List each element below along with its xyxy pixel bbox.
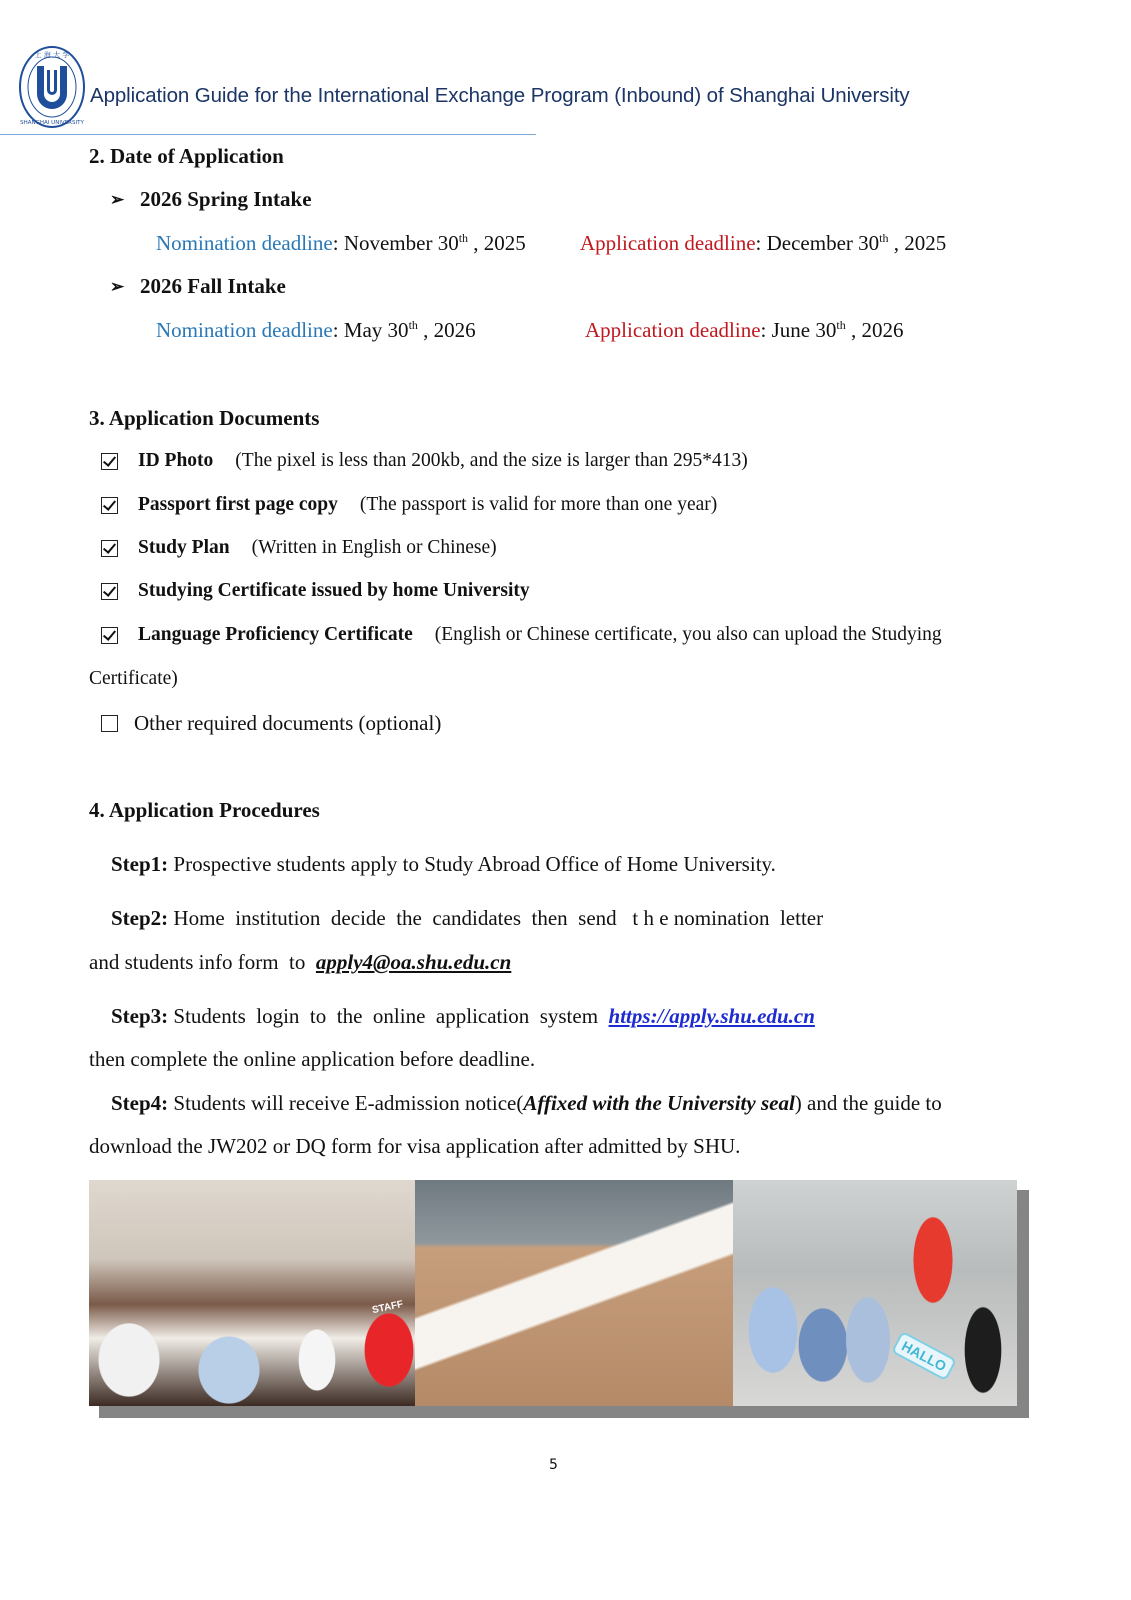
svg-text:SHANGHAI UNIVERSITY: SHANGHAI UNIVERSITY bbox=[20, 120, 84, 126]
step-text: Home institution decide the candidates then send t h e nomination letter bbox=[168, 906, 824, 930]
step-text: Students login to the online application system bbox=[168, 1004, 609, 1028]
intake-title: 2026 Spring Intake bbox=[140, 187, 312, 211]
step-text: Prospective students apply to Study Abroad Office of Home University. bbox=[168, 852, 776, 876]
document-item-other bbox=[101, 711, 441, 736]
classroom-photo bbox=[89, 1180, 415, 1406]
email-link[interactable]: apply4@oa.shu.edu.cn bbox=[315, 950, 512, 974]
date-suffix: th bbox=[408, 318, 418, 332]
nomination-year: , 2025 bbox=[468, 231, 526, 255]
intake-title: 2026 Fall Intake bbox=[140, 274, 286, 298]
arrow-bullet-icon: ➢ bbox=[110, 276, 125, 296]
document-note: (Written in English or Chinese) bbox=[251, 537, 497, 558]
document-name: Studying Certificate issued by home University bbox=[138, 580, 530, 601]
application-year: , 2026 bbox=[845, 318, 904, 342]
section-heading-application-documents: 3. Application Documents bbox=[89, 406, 320, 430]
step-label: Step2: bbox=[111, 906, 169, 930]
section-heading-date-of-application: 2. Date of Application bbox=[89, 144, 284, 168]
checked-box-icon bbox=[101, 453, 118, 470]
date-suffix: th bbox=[836, 318, 846, 332]
fall-application-deadline: Application deadline: June 30th , 2026 bbox=[585, 318, 904, 342]
checked-box-icon bbox=[101, 627, 118, 644]
step-1 bbox=[111, 852, 776, 877]
step-text: Students will receive E-admission notice( bbox=[168, 1091, 524, 1115]
step-label: Step1: bbox=[111, 852, 169, 876]
document-item-language-certificate bbox=[101, 624, 942, 646]
document-note: (The passport is valid for more than one year) bbox=[359, 494, 718, 515]
application-label: Application deadline bbox=[585, 318, 761, 342]
application-system-link[interactable]: https://apply.shu.edu.cn bbox=[608, 1004, 815, 1028]
document-item-studying-certificate bbox=[101, 580, 552, 602]
document-note-continued: Certificate) bbox=[89, 668, 178, 689]
step-label: Step4: bbox=[111, 1091, 169, 1115]
study-hall-photo bbox=[415, 1180, 733, 1406]
application-date: June 30 bbox=[771, 318, 837, 342]
nomination-date: November 30 bbox=[343, 231, 459, 255]
application-year: , 2025 bbox=[888, 231, 947, 255]
checked-box-icon bbox=[101, 583, 118, 600]
group-photo bbox=[733, 1180, 1017, 1406]
unchecked-box-icon bbox=[101, 715, 118, 732]
application-date: December 30 bbox=[766, 231, 880, 255]
checked-box-icon bbox=[101, 540, 118, 557]
step-4-continued: download the JW202 or DQ form for visa application after admitted by SHU. bbox=[89, 1134, 741, 1158]
nomination-year: , 2026 bbox=[417, 318, 476, 342]
step-4 bbox=[111, 1091, 942, 1116]
date-suffix: th bbox=[458, 231, 469, 245]
document-header-title: Application Guide for the International Exchange Program (Inbound) of Shanghai University bbox=[90, 84, 910, 107]
emphasized-text: Affixed with the University seal bbox=[523, 1091, 795, 1115]
document-item-id-photo bbox=[101, 450, 748, 472]
intake-heading-fall bbox=[110, 274, 286, 299]
step-3 bbox=[111, 1004, 815, 1029]
document-note: (English or Chinese certificate, you also can upload the Studying bbox=[434, 624, 942, 645]
spring-application-deadline: Application deadline: December 30th , 2025 bbox=[580, 231, 947, 255]
document-name: Study Plan bbox=[138, 537, 230, 558]
university-logo-icon bbox=[17, 44, 87, 130]
svg-text:上 海 大 学: 上 海 大 学 bbox=[34, 51, 70, 59]
step-2 bbox=[111, 906, 823, 931]
staff-shirt-label: STAFF bbox=[371, 1298, 405, 1317]
page-number: 5 bbox=[549, 1457, 558, 1473]
nomination-label: Nomination deadline bbox=[156, 231, 333, 255]
fall-nomination-deadline: Nomination deadline: May 30th , 2026 bbox=[156, 318, 476, 342]
step-text: and students info form to bbox=[89, 950, 316, 974]
document-note: (The pixel is less than 200kb, and the size is larger than 295*413) bbox=[235, 450, 748, 471]
document-item-passport bbox=[101, 494, 717, 516]
spring-nomination-deadline: Nomination deadline: November 30th , 2025 bbox=[156, 231, 526, 255]
nomination-label: Nomination deadline bbox=[156, 318, 333, 342]
checked-box-icon bbox=[101, 497, 118, 514]
arrow-bullet-icon: ➢ bbox=[110, 189, 125, 209]
photo-strip bbox=[89, 1180, 1017, 1406]
document-name: Language Proficiency Certificate bbox=[138, 624, 413, 645]
header-divider bbox=[0, 134, 536, 135]
document-name: Passport first page copy bbox=[138, 494, 338, 515]
step-text: ) and the guide to bbox=[794, 1091, 942, 1115]
section-heading-application-procedures: 4. Application Procedures bbox=[89, 798, 320, 822]
nomination-date: May 30 bbox=[343, 318, 409, 342]
intake-heading-spring bbox=[110, 187, 312, 212]
step-3-continued: then complete the online application before deadline. bbox=[89, 1047, 536, 1071]
document-name: ID Photo bbox=[138, 450, 214, 471]
step-label: Step3: bbox=[111, 1004, 169, 1028]
hallo-sign: HALLO bbox=[891, 1331, 957, 1381]
application-label: Application deadline bbox=[580, 231, 756, 255]
document-note: Other required documents (optional) bbox=[134, 711, 442, 735]
document-item-study-plan bbox=[101, 537, 497, 559]
step-2-continued bbox=[89, 950, 511, 975]
date-suffix: th bbox=[879, 231, 889, 245]
